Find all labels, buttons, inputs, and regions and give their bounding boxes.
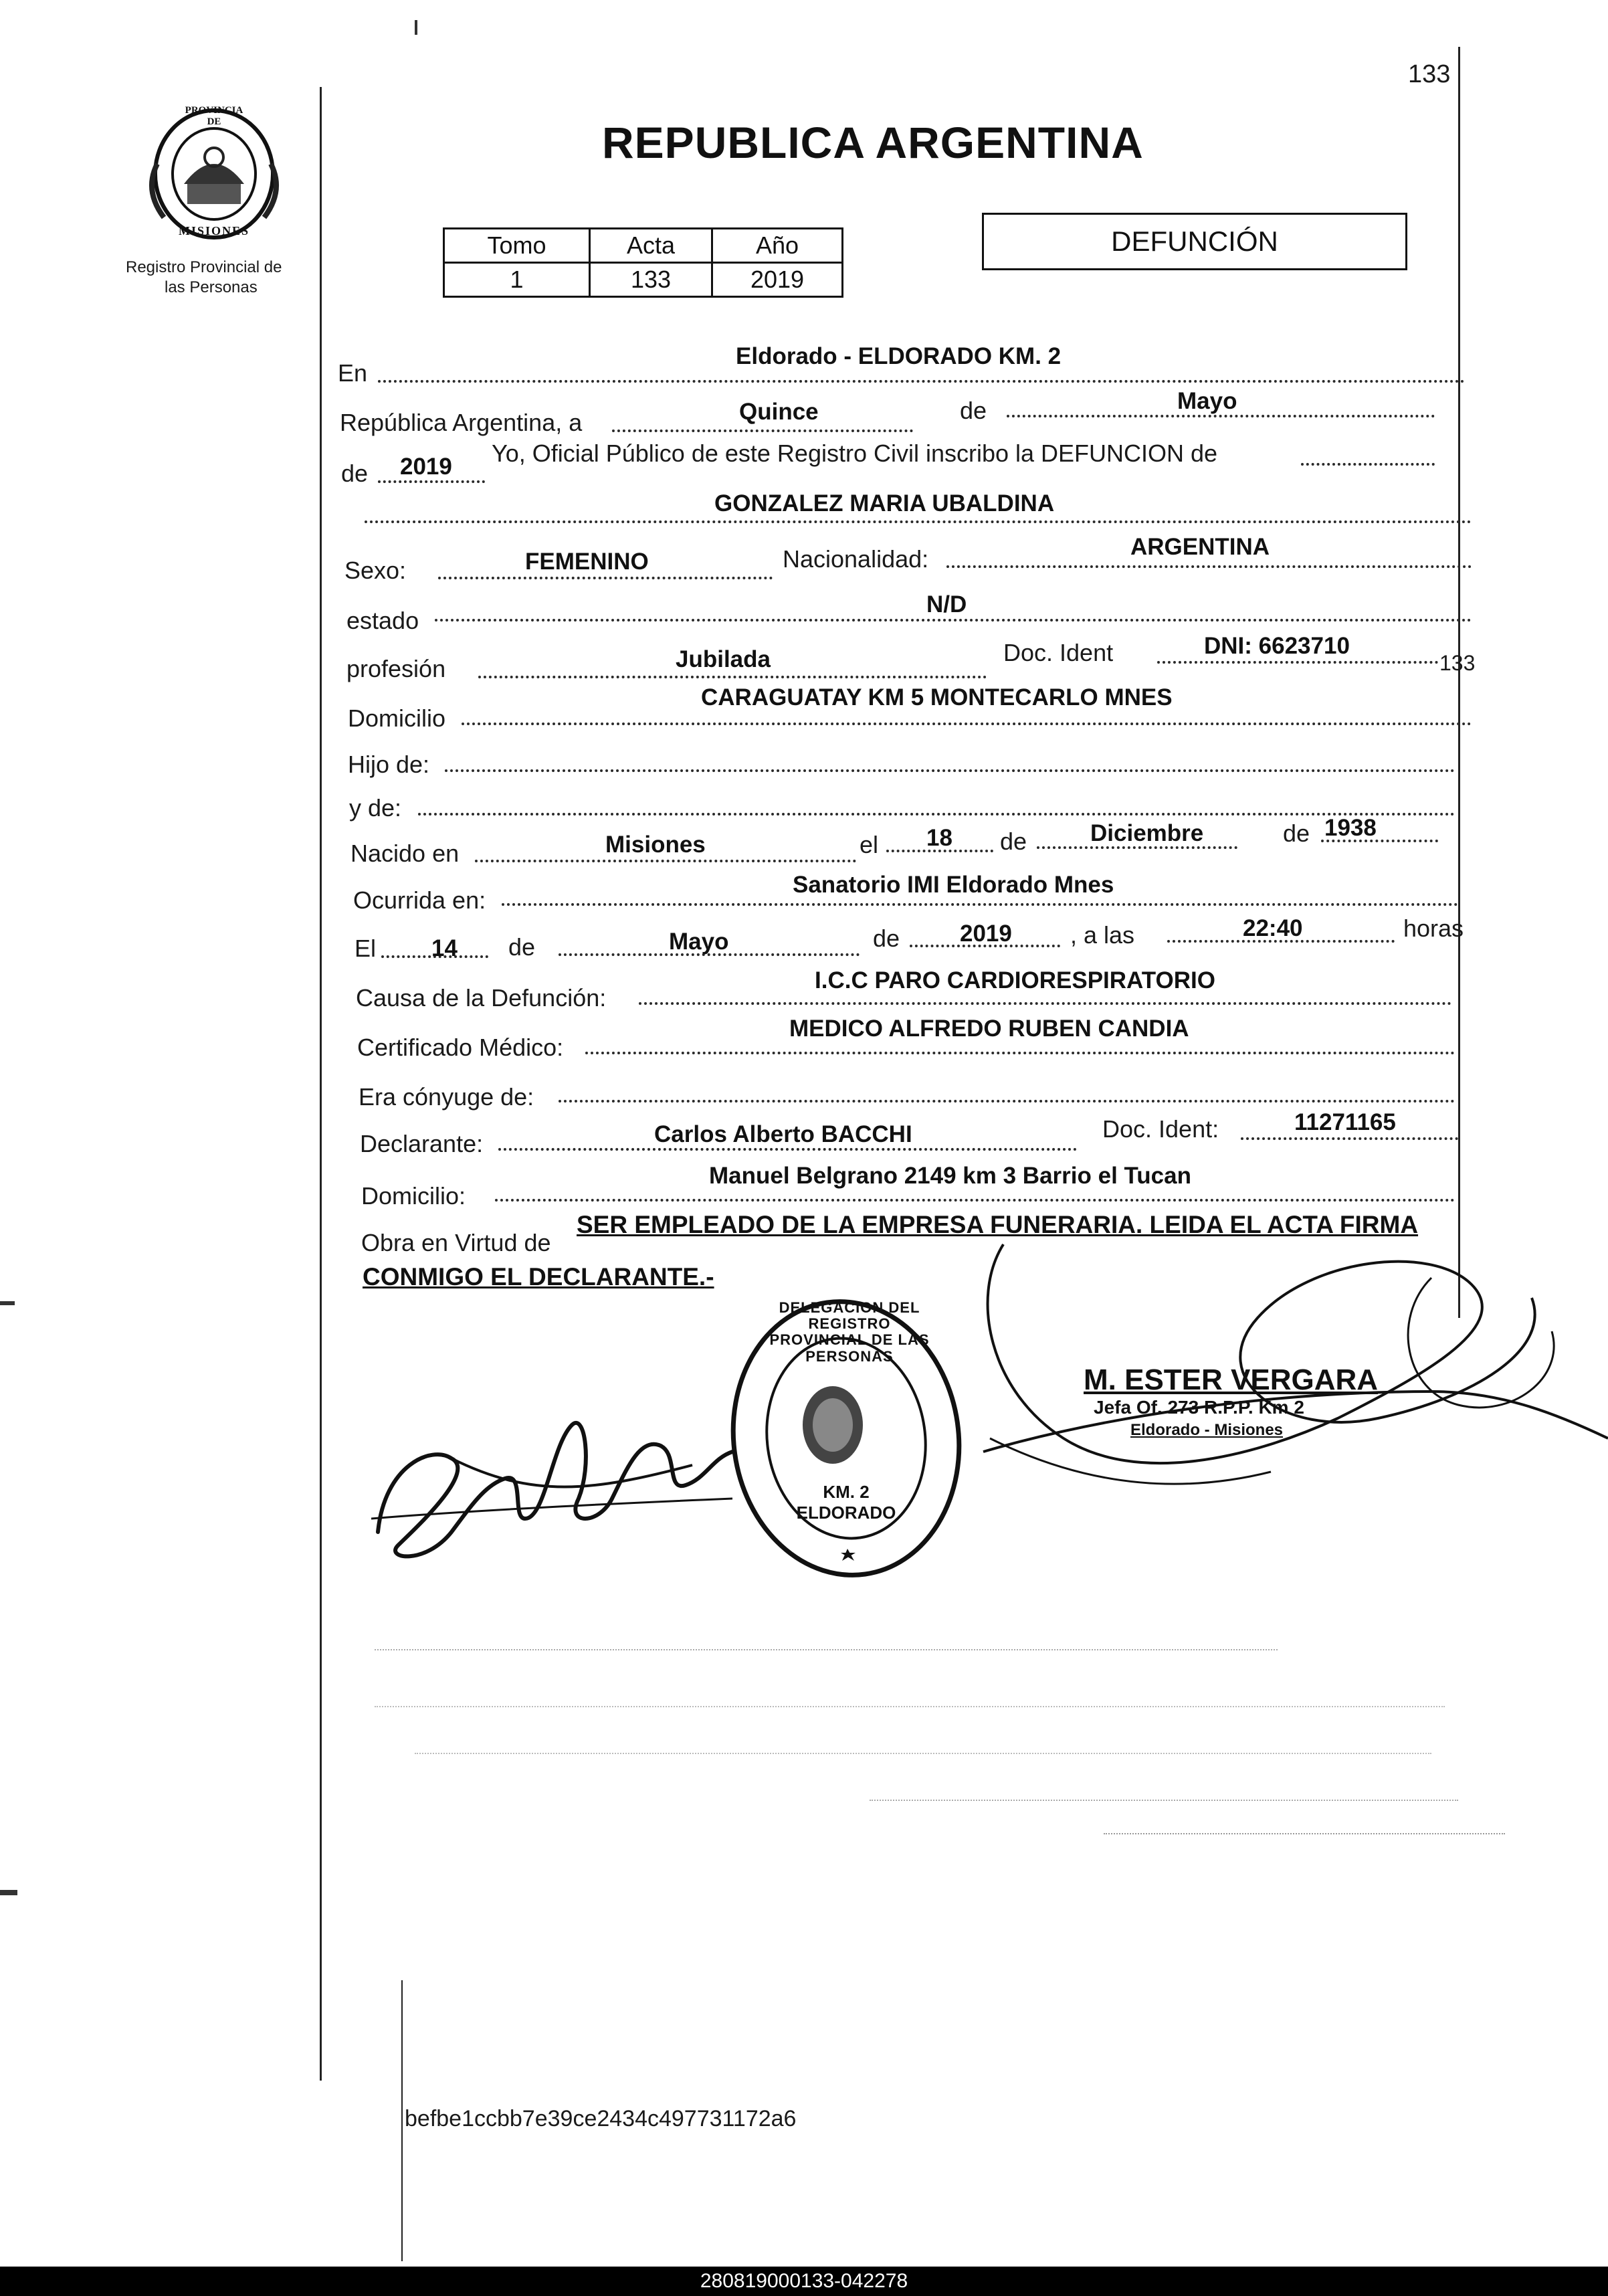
value-dni: DNI: 6623710	[1204, 633, 1350, 659]
faint-line-5	[1104, 1833, 1505, 1834]
label-de-nac2: de	[1283, 820, 1310, 847]
value-declarante: Carlos Alberto BACCHI	[654, 1121, 912, 1147]
line-anio-inscripcion	[378, 480, 485, 483]
label-yo: Yo, Oficial Público de este Registro Civil inscribo la DEFUNCION de	[492, 440, 1218, 467]
header-acta: Acta	[590, 229, 712, 263]
label-domicilio-declarante: Domicilio:	[361, 1182, 466, 1210]
registry-caption-1: Registro Provincial de	[126, 258, 282, 276]
line-sexo	[438, 577, 773, 579]
value-dia-inscripcion: Quince	[739, 399, 819, 425]
margin-speck	[0, 1301, 15, 1305]
faint-line-1	[375, 1649, 1278, 1650]
label-ocurrida-en: Ocurrida en:	[353, 886, 486, 914]
record-table	[443, 227, 843, 298]
label-el-nac: el	[860, 831, 879, 858]
label-certificado: Certificado Médico:	[357, 1034, 564, 1061]
line-dia-inscripcion	[612, 429, 913, 432]
line-en	[378, 380, 1465, 383]
label-causa: Causa de la Defunción:	[356, 984, 607, 1012]
line-doc-declarante	[1241, 1137, 1458, 1140]
lower-margin-rule	[401, 1980, 403, 2261]
line-profesion	[478, 676, 987, 678]
label-en: En	[338, 359, 368, 387]
line-mes-nacimiento	[1037, 846, 1237, 849]
officer-name: M. ESTER VERGARA	[1084, 1363, 1379, 1396]
line-nombre	[365, 520, 1472, 523]
label-de-anio: de	[341, 460, 369, 487]
line-domicilio-declarante	[495, 1199, 1455, 1202]
label-el-fecha: El	[355, 935, 377, 962]
label-obra: Obra en Virtud de	[361, 1229, 551, 1256]
stamp-center-text: KM. 2 ELDORADO	[796, 1482, 896, 1523]
province-seal	[147, 104, 281, 244]
label-de-def1: de	[508, 933, 536, 961]
value-obra-line1: SER EMPLEADO DE LA EMPRESA FUNERARIA. LEIDA EL ACTA FIRMA	[577, 1211, 1419, 1238]
margin-speck	[415, 20, 417, 35]
label-de-nac1: de	[1000, 828, 1027, 855]
line-declarante	[498, 1148, 1077, 1151]
left-margin-rule	[320, 87, 322, 2081]
line-ocurrida-en	[502, 903, 1458, 906]
line-certificado	[585, 1052, 1455, 1054]
faint-line-3	[415, 1753, 1431, 1754]
value-obra-line2: CONMIGO EL DECLARANTE.-	[363, 1263, 714, 1290]
label-estado: estado	[346, 607, 419, 634]
value-lugar: Eldorado - ELDORADO KM. 2	[736, 343, 1062, 369]
registry-caption-2: las Personas	[165, 278, 258, 296]
line-conyuge	[559, 1100, 1455, 1103]
value-estado: N/D	[926, 591, 967, 617]
doc-type: DEFUNCIÓN	[1111, 225, 1278, 257]
value-ocurrida-en: Sanatorio IMI Eldorado Mnes	[793, 872, 1114, 898]
line-domicilio	[462, 723, 1472, 725]
officer-signature	[963, 1218, 1608, 1552]
line-causa	[639, 1002, 1451, 1005]
faint-line-2	[375, 1706, 1445, 1707]
label-conyuge: Era cónyuge de:	[359, 1083, 534, 1111]
value-lugar-nacimiento: Misiones	[605, 832, 706, 858]
stamp-ring-text: DELEGACION DEL REGISTRO PROVINCIAL DE LAS PERSONAS	[769, 1299, 930, 1365]
value-anio-defuncion: 2019	[960, 921, 1012, 947]
label-de-mes: de	[960, 397, 987, 424]
value-mes-inscripcion: Mayo	[1177, 388, 1237, 414]
registry-stamp	[726, 1288, 967, 1582]
value-sexo: FEMENINO	[525, 549, 649, 575]
value-dia-defuncion: 14	[431, 935, 458, 961]
label-domicilio: Domicilio	[348, 704, 446, 732]
line-nacido-en	[475, 860, 856, 862]
seal-top-text: PROVINCIA DE	[185, 105, 243, 127]
value-acta: 133	[590, 263, 712, 297]
value-certificado: MEDICO ALFREDO RUBEN CANDIA	[789, 1016, 1189, 1042]
value-domicilio: CARAGUATAY KM 5 MONTECARLO MNES	[701, 684, 1173, 710]
value-causa: I.C.C PARO CARDIORESPIRATORIO	[815, 967, 1215, 993]
line-mes-inscripcion	[1007, 415, 1435, 417]
declarant-signature	[371, 1365, 746, 1572]
value-anio-nacimiento: 1938	[1324, 815, 1377, 841]
header-anio: Año	[712, 229, 843, 263]
value-anio-inscripcion: 2019	[400, 454, 452, 480]
value-anio: 2019	[712, 263, 843, 297]
label-declarante: Declarante:	[360, 1130, 484, 1157]
label-doc-ident: Doc. Ident	[1003, 639, 1114, 666]
label-nacido-en: Nacido en	[350, 840, 460, 867]
value-mes-nacimiento: Diciembre	[1090, 820, 1204, 846]
footer-code: 280819000133-042278	[700, 2270, 908, 2292]
declarant-signature-icon	[371, 1365, 746, 1572]
value-tomo: 1	[444, 263, 590, 297]
label-hijo-de: Hijo de:	[348, 751, 430, 778]
value-dia-nacimiento: 18	[926, 825, 952, 851]
label-horas: horas	[1403, 915, 1464, 942]
footer-bar	[0, 2267, 1608, 2296]
value-domicilio-declarante: Manuel Belgrano 2149 km 3 Barrio el Tucan	[709, 1163, 1191, 1189]
value-profesion: Jubilada	[676, 646, 771, 672]
line-y-de	[418, 813, 1455, 816]
value-hora: 22:40	[1243, 915, 1303, 941]
value-mes-defuncion: Mayo	[669, 929, 729, 955]
line-yo-end	[1301, 463, 1435, 466]
label-sexo: Sexo:	[344, 557, 407, 584]
value-nombre: GONZALEZ MARIA UBALDINA	[714, 490, 1055, 516]
document-hash: befbe1ccbb7e39ce2434c497731172a6	[405, 2106, 797, 2131]
officer-title: Jefa Of. 273 R.P.P. Km 2	[1094, 1397, 1304, 1418]
label-profesion: profesión	[346, 655, 446, 682]
right-margin-rule	[1458, 47, 1460, 1318]
line-hijo-de	[445, 769, 1455, 772]
label-republica: República Argentina, a	[340, 409, 583, 436]
officer-place: Eldorado - Misiones	[1130, 1421, 1284, 1439]
value-nacionalidad: ARGENTINA	[1130, 534, 1270, 560]
label-a-las: , a las	[1070, 921, 1135, 949]
faint-line-4	[870, 1800, 1458, 1801]
seal-bottom-text: MISIONES	[178, 224, 250, 237]
label-de-def2: de	[873, 925, 900, 952]
line-nacionalidad	[946, 565, 1472, 568]
label-y-de: y de:	[349, 794, 402, 822]
header-tomo: Tomo	[444, 229, 590, 263]
margin-speck	[0, 1890, 17, 1895]
value-doc-declarante: 11271165	[1294, 1109, 1396, 1135]
label-nacionalidad: Nacionalidad:	[783, 545, 929, 573]
page-title: REPUBLICA ARGENTINA	[602, 118, 1144, 167]
page-number: 133	[1408, 60, 1451, 88]
margin-note: 133	[1439, 651, 1476, 675]
line-estado	[435, 619, 1472, 621]
label-doc-ident-declarante: Doc. Ident:	[1102, 1115, 1219, 1143]
line-dni	[1157, 661, 1438, 664]
doc-type-box	[982, 213, 1407, 270]
